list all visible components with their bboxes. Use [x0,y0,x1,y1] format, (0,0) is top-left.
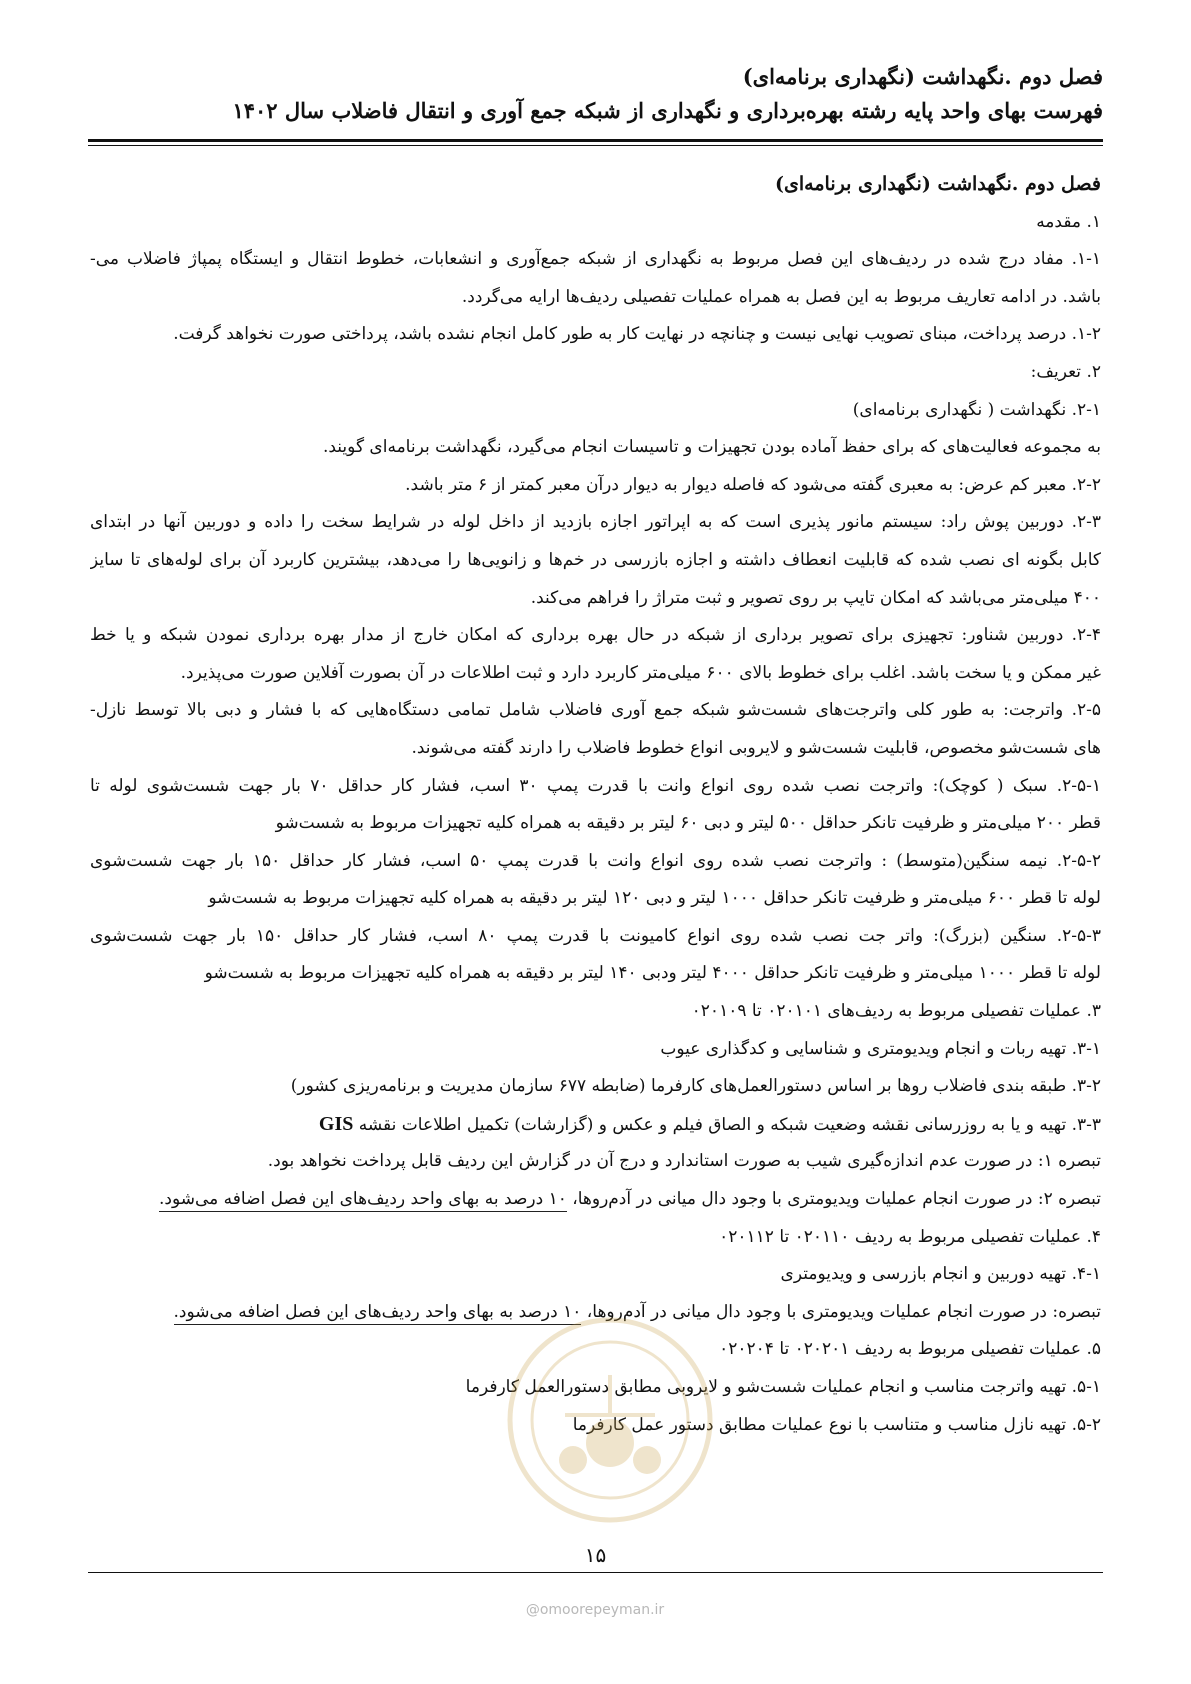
heading-section-4: ۴. عملیات تفصیلی مربوط به ردیف ۰۲۰۱۱۰ تا ۰۲۰۱۱۲ [719,1226,1101,1247]
paragraph-line: باشد. در ادامه تعاریف مربوط به این فصل به همراه عملیات تفصیلی ردیف‌ها ارایه می‌گردد. [461,286,1101,307]
gis-label: GIS [318,1112,354,1135]
header-chapter-title: فصل دوم .نگهداشت (نگهداری برنامه‌ای) [742,64,1103,89]
footer-rule [88,1572,1103,1573]
paragraph-line: قطر ۲۰۰ میلی‌متر و ظرفیت تانکر حداقل ۵۰۰ لیتر و دبی ۶۰ لیتر بر دقیقه به همراه کلیه تجهیزات مربوط به شست‌شو [275,813,1101,834]
paragraph-line: کابل بگونه ای نصب شده که قابلیت انعطاف داشته و اجازه بازرسی در خم‌ها و زانویی‌ها را می‌دهد، بیشترین کاربرد آن برای لوله‌های تا سایز [90,549,1101,570]
paragraph-line: ۲-۵-۲. نیمه سنگین(متوسط) : واترجت نصب شده روی انواع وانت با قدرت پمپ ۵۰ اسب، فشار کار حداقل ۱۵۰ بار جهت شست‌شوی [90,850,1101,871]
note-1: تبصره ۱: در صورت عدم اندازه‌گیری شیب به صورت استاندارد و درج آن در گزارش این ردیف قابل پرداخت نخواهد بود. [267,1151,1101,1172]
paragraph-line: به مجموعه فعالیت‌های که برای حفظ آماده بودن تجهیزات و تاسیسات انجام می‌گیرد، نگهداشت برنامه‌ای گویند. [322,437,1101,458]
paragraph-line: ۵-۱. تهیه واترجت مناسب و انجام عملیات شست‌شو و لایروبی مطابق دستورالعمل کارفرما [465,1377,1101,1397]
section-title: فصل دوم .نگهداشت (نگهداری برنامه‌ای) [775,173,1101,195]
paragraph-line: ۳-۱. تهیه ربات و انجام ویدیومتری و شناسایی و کدگذاری عیوب [660,1038,1101,1059]
paragraph-line: ۱-۱. مفاد درج شده در ردیف‌های این فصل مربوط به نگهداری از شبکه جمع‌آوری و انشعابات، خطوط انتقال و ایستگاه پمپاژ فاضلاب می- [90,249,1101,270]
paragraph-line: غیر ممکن و یا سخت باشد. اغلب برای خطوط بالای ۶۰۰ میلی‌متر کاربرد دارد و ثبت اطلاعات در آن بصورت آفلاین صورت می‌پذیرد. [180,662,1101,683]
heading-section-5: ۵. عملیات تفصیلی مربوط به ردیف ۰۲۰۲۰۱ تا ۰۲۰۲۰۴ [719,1339,1101,1360]
paragraph-line: ۲-۵-۳. سنگین (بزرگ): واتر جت نصب شده روی انواع کامیونت با قدرت پمپ ۸۰ اسب، فشار کار حداقل ۱۵۰ بار جهت شست‌شوی [90,925,1101,946]
header-rule-thick [88,139,1103,142]
page-header [88,60,1103,128]
note-2-text: تبصره ۲: در صورت انجام عملیات ویدیومتری با وجود دال میانی در آدم‌روها، [572,1189,1101,1210]
paragraph-line: ۲-۵. واترجت: به طور کلی واترجت‌های شست‌شو شبکه جمع آوری فاضلاب شامل تمامی دستگاه‌هایی که با فشار و دبی بالا توسط نازل- [90,700,1101,721]
paragraph-line: ۲-۱. نگهداشت ( نگهداری برنامه‌ای) [852,399,1101,420]
paragraph-line: ۵-۲. تهیه نازل مناسب و متناسب با نوع عملیات مطابق دستور عمل کارفرما [572,1414,1101,1435]
paragraph-line: ۲-۵-۱. سبک ( کوچک): واترجت نصب شده روی انواع وانت با قدرت پمپ ۳۰ اسب، فشار کار حداقل ۷۰ بار جهت شست‌شوی لوله تا [90,775,1101,796]
page-number: ۱۵ [584,1543,607,1567]
paragraph-line: لوله تا قطر ۱۰۰۰ میلی‌متر و ظرفیت تانکر حداقل ۴۰۰۰ لیتر ودبی ۱۴۰ لیتر بر دقیقه به همراه کلیه تجهیزات مربوط به شست‌شو [204,963,1101,984]
paragraph-line: لوله تا قطر ۶۰۰ میلی‌متر و ظرفیت تانکر حداقل ۱۰۰۰ لیتر و دبی ۱۲۰ لیتر بر دقیقه به همراه کلیه تجهیزات مربوط به شست‌شو [208,888,1101,909]
note-2 [90,1181,1101,1219]
watermark-text: @omoorepeyman.ir [525,1602,665,1618]
paragraph-line: ۲-۳. دوربین پوش راد: سیستم مانور پذیری است که به اپراتور اجازه بازدید از داخل لوله در شرایط سخت را داده و دوربین آنها در ابتدای [90,512,1101,533]
paragraph-line-gis [90,1106,1101,1144]
note-2-underlined: ۱۰ درصد به بهای واحد ردیف‌های این فصل اضافه می‌شود. [159,1189,567,1212]
note-general-underlined: ۱۰ درصد به بهای واحد ردیف‌های این فصل اضافه می‌شود. [174,1302,582,1325]
gis-line-text: ۳-۳. تهیه و یا به روزرسانی نقشه وضعیت شبکه و الصاق فیلم و عکس و (گزارشات) تکمیل اطلاعات نقشه [358,1114,1101,1135]
note-general-text: تبصره: در صورت انجام عملیات ویدیومتری با وجود دال میانی در آدم‌روها، [586,1301,1101,1322]
header-rule-thin [88,145,1103,146]
paragraph-line: ۲-۴. دوربین شناور: تجهیزی برای تصویر برداری از شبکه در حال بهره برداری که امکان خارج از مدار بهره برداری نمودن شبکه و یا خط [90,625,1101,646]
paragraph-line: ۳-۲. طبقه بندی فاضلاب روها بر اساس دستورالعمل‌های کارفرما (ضابطه ۶۷۷ سازمان مدیریت و برنامه‌ریزی کشور) [290,1076,1101,1097]
paragraph-line: ۱-۲. درصد پرداخت، مبنای تصویب نهایی نیست و چنانچه در نهایت کار به طور کامل انجام نشده باشد، پرداختی صورت نخواهد گرفت. [173,324,1101,345]
heading-definitions: ۲. تعریف: [1030,361,1101,382]
paragraph-line: ۴۰۰ میلی‌متر می‌باشد که امکان تایپ بر روی تصویر و ثبت متراژ را فراهم می‌کند. [530,587,1101,608]
document-body [90,166,1101,1444]
stamp-seal-icon [505,1315,715,1525]
heading-intro: ۱. مقدمه [1036,211,1101,232]
heading-section-3: ۳. عملیات تفصیلی مربوط به ردیف‌های ۰۲۰۱۰۱ تا ۰۲۰۱۰۹ [691,1001,1101,1022]
header-list-title: فهرست بهای واحد پایه رشته بهره‌برداری و نگهداری از شبکه جمع آوری و انتقال فاضلاب سال ۱۴۰۲ [232,98,1103,123]
paragraph-line: ۲-۲. معبر کم عرض: به معبری گفته می‌شود که فاصله دیوار به دیوار درآن معبر کمتر از ۶ متر باشد. [405,474,1101,495]
paragraph-line: ۴-۱. تهیه دوربین و انجام بازرسی و ویدیومتری [780,1264,1101,1285]
paragraph-line: های شست‌شو مخصوص، قابلیت شست‌شو و لایروبی انواع خطوط فاضلاب را دارند گفته می‌شوند. [411,737,1101,758]
